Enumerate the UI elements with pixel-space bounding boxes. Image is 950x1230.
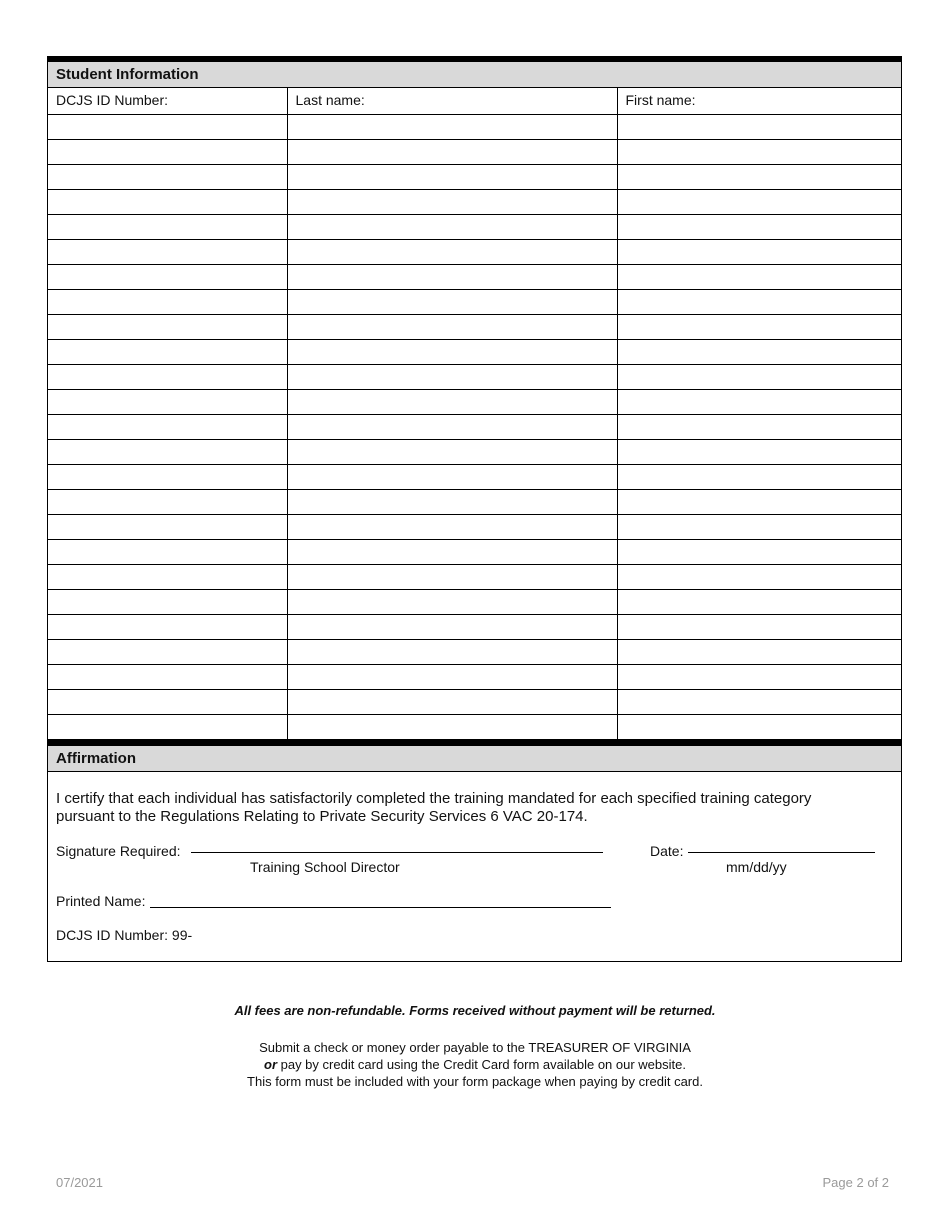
dcjs-id-cell[interactable] — [48, 514, 287, 539]
last-name-cell[interactable] — [287, 514, 617, 539]
last-name-cell[interactable] — [287, 339, 617, 364]
payment-line-1: Submit a check or money order payable to the TREASURER OF VIRGINIA — [259, 1040, 691, 1055]
dcjs-id-cell[interactable] — [48, 539, 287, 564]
affirmation-heading: Affirmation — [48, 746, 901, 772]
dcjs-id-cell[interactable] — [48, 489, 287, 514]
student-row — [48, 689, 901, 714]
student-row — [48, 564, 901, 589]
dcjs-id-cell[interactable] — [48, 564, 287, 589]
student-row — [48, 114, 901, 139]
first-name-cell[interactable] — [617, 314, 901, 339]
certification-line-2: pursuant to the Regulations Relating to Private Security Services 6 VAC 20-174. — [56, 807, 588, 825]
first-name-cell[interactable] — [617, 289, 901, 314]
student-row — [48, 364, 901, 389]
dcjs-id-cell[interactable] — [48, 339, 287, 364]
student-row — [48, 289, 901, 314]
printed-name-field[interactable] — [150, 907, 611, 908]
column-header-dcjs-id: DCJS ID Number: — [48, 88, 287, 114]
dcjs-id-line — [56, 927, 192, 943]
first-name-cell[interactable] — [617, 389, 901, 414]
dcjs-id-cell[interactable] — [48, 389, 287, 414]
student-section-heading: Student Information — [48, 62, 901, 88]
dcjs-id-cell[interactable] — [48, 289, 287, 314]
last-name-cell[interactable] — [287, 464, 617, 489]
first-name-cell[interactable] — [617, 139, 901, 164]
last-name-cell[interactable] — [287, 389, 617, 414]
signature-field[interactable] — [191, 852, 603, 853]
dcjs-id-cell[interactable] — [48, 164, 287, 189]
student-row — [48, 639, 901, 664]
printed-name-label: Printed Name: — [56, 892, 146, 909]
student-row — [48, 264, 901, 289]
student-row — [48, 664, 901, 689]
last-name-cell[interactable] — [287, 139, 617, 164]
dcjs-id-cell[interactable] — [48, 239, 287, 264]
payment-instructions — [0, 1039, 950, 1090]
date-field[interactable] — [688, 852, 875, 853]
dcjs-id-cell[interactable] — [48, 614, 287, 639]
student-row — [48, 714, 901, 739]
dcjs-id-cell[interactable] — [48, 139, 287, 164]
student-row — [48, 164, 901, 189]
first-name-cell[interactable] — [617, 564, 901, 589]
student-row — [48, 314, 901, 339]
last-name-cell[interactable] — [287, 564, 617, 589]
dcjs-id-cell[interactable] — [48, 689, 287, 714]
last-name-cell[interactable] — [287, 614, 617, 639]
dcjs-id-cell[interactable] — [48, 414, 287, 439]
signature-caption: Training School Director — [250, 858, 400, 875]
student-row — [48, 189, 901, 214]
dcjs-id-cell[interactable] — [48, 664, 287, 689]
dcjs-id-cell[interactable] — [48, 364, 287, 389]
student-table-header — [48, 88, 901, 114]
revision-date: 07/2021 — [56, 1175, 103, 1190]
student-row — [48, 339, 901, 364]
last-name-cell[interactable] — [287, 314, 617, 339]
column-header-first-name: First name: — [617, 88, 901, 114]
payment-line-2-text: pay by credit card using the Credit Card form available on our website. — [277, 1057, 686, 1072]
first-name-cell[interactable] — [617, 614, 901, 639]
first-name-cell[interactable] — [617, 714, 901, 739]
first-name-cell[interactable] — [617, 264, 901, 289]
student-row — [48, 489, 901, 514]
first-name-cell[interactable] — [617, 689, 901, 714]
first-name-cell[interactable] — [617, 364, 901, 389]
column-header-last-name: Last name: — [287, 88, 617, 114]
first-name-cell[interactable] — [617, 339, 901, 364]
student-row — [48, 439, 901, 464]
student-row — [48, 214, 901, 239]
first-name-cell[interactable] — [617, 114, 901, 139]
first-name-cell[interactable] — [617, 214, 901, 239]
student-row — [48, 539, 901, 564]
first-name-cell[interactable] — [617, 589, 901, 614]
last-name-cell[interactable] — [287, 114, 617, 139]
last-name-cell[interactable] — [287, 364, 617, 389]
signature-label: Signature Required: — [56, 842, 181, 859]
first-name-cell[interactable] — [617, 439, 901, 464]
form-frame — [47, 56, 902, 962]
last-name-cell[interactable] — [287, 689, 617, 714]
student-row — [48, 589, 901, 614]
dcjs-id-cell[interactable] — [48, 639, 287, 664]
first-name-cell[interactable] — [617, 164, 901, 189]
dcjs-id-cell[interactable] — [48, 589, 287, 614]
student-row — [48, 389, 901, 414]
student-row — [48, 514, 901, 539]
student-row — [48, 139, 901, 164]
fees-notice: All fees are non-refundable. Forms received without payment will be returned. — [234, 1003, 716, 1018]
dcjs-id-cell[interactable] — [48, 714, 287, 739]
last-name-cell[interactable] — [287, 439, 617, 464]
payment-or-emphasis: or — [264, 1057, 277, 1072]
date-label: Date: — [650, 842, 684, 859]
first-name-cell[interactable] — [617, 514, 901, 539]
first-name-cell[interactable] — [617, 414, 901, 439]
affirmation-body — [48, 772, 901, 962]
student-row — [48, 464, 901, 489]
first-name-cell[interactable] — [617, 664, 901, 689]
dcjs-id-cell[interactable] — [48, 189, 287, 214]
first-name-cell[interactable] — [617, 239, 901, 264]
dcjs-id-cell[interactable] — [48, 264, 287, 289]
dcjs-id-cell[interactable] — [48, 314, 287, 339]
first-name-cell[interactable] — [617, 489, 901, 514]
last-name-cell[interactable] — [287, 664, 617, 689]
first-name-cell[interactable] — [617, 464, 901, 489]
dcjs-id-cell[interactable] — [48, 464, 287, 489]
student-row — [48, 239, 901, 264]
last-name-cell[interactable] — [287, 164, 617, 189]
dcjs-id-cell[interactable] — [48, 214, 287, 239]
dcjs-id-cell[interactable] — [48, 439, 287, 464]
student-row — [48, 614, 901, 639]
certification-statement — [56, 790, 876, 826]
date-caption: mm/dd/yy — [726, 858, 787, 875]
dcjs-id-prefix[interactable]: 99- — [171, 926, 193, 943]
dcjs-id-cell[interactable] — [48, 114, 287, 139]
certification-line-1: I certify that each individual has satisfactorily completed the training mandated for each specified training category — [56, 789, 812, 807]
first-name-cell[interactable] — [617, 539, 901, 564]
first-name-cell[interactable] — [617, 189, 901, 214]
last-name-cell[interactable] — [287, 539, 617, 564]
first-name-cell[interactable] — [617, 639, 901, 664]
last-name-cell[interactable] — [287, 189, 617, 214]
last-name-cell[interactable] — [287, 239, 617, 264]
payment-line-2 — [0, 1056, 950, 1073]
last-name-cell[interactable] — [287, 589, 617, 614]
last-name-cell[interactable] — [287, 289, 617, 314]
last-name-cell[interactable] — [287, 639, 617, 664]
student-table — [48, 88, 901, 740]
last-name-cell[interactable] — [287, 489, 617, 514]
last-name-cell[interactable] — [287, 214, 617, 239]
last-name-cell[interactable] — [287, 264, 617, 289]
last-name-cell[interactable] — [287, 714, 617, 739]
last-name-cell[interactable] — [287, 414, 617, 439]
dcjs-id-label: DCJS ID Number: — [56, 926, 169, 943]
payment-line-3: This form must be included with your form package when paying by credit card. — [247, 1074, 703, 1089]
page-number: Page 2 of 2 — [822, 1175, 889, 1190]
student-row — [48, 414, 901, 439]
